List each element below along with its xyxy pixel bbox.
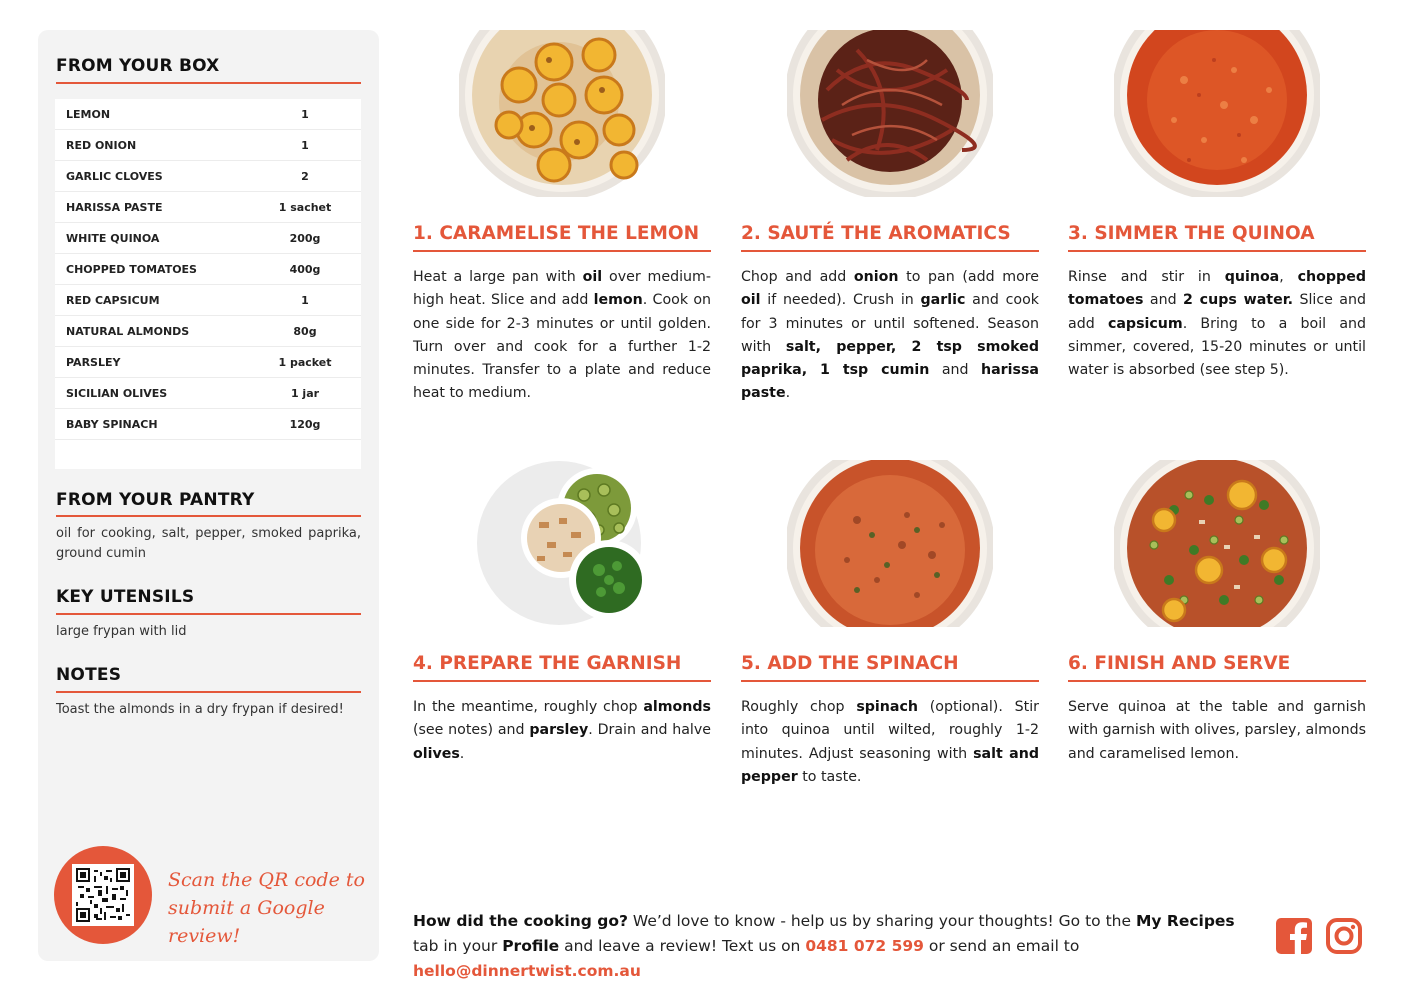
scan-caption-line: Scan the QR code to: [168, 869, 365, 891]
step-4-image: [459, 460, 665, 627]
step-5-image: [787, 460, 993, 627]
ingredient-qty: 1: [301, 107, 309, 121]
box-ingredients-table: [55, 99, 361, 469]
step-3-image: [1114, 30, 1320, 197]
step-1-image: [459, 30, 665, 197]
divider: [56, 691, 361, 693]
ingredient-row: [55, 409, 361, 440]
ingredient-name: NATURAL ALMONDS: [66, 324, 190, 338]
qr-badge[interactable]: [54, 846, 152, 944]
divider: [56, 613, 361, 615]
utensils-text: large frypan with lid: [56, 624, 187, 639]
ingredient-name: WHITE QUINOA: [66, 231, 160, 245]
step-4-title: 4. PREPARE THE GARNISH: [413, 653, 711, 682]
ingredient-row: [55, 285, 361, 316]
ingredient-name: LEMON: [66, 107, 111, 121]
ingredient-qty: 1 sachet: [278, 200, 332, 214]
step-2-title: 2. SAUTÉ THE AROMATICS: [741, 223, 1039, 252]
review-footer: How did the cooking go? We’d love to know - help us by sharing your thoughts! Go to the My Recipes tab in your Profile and leave a review! Text us on 0481 072 599 or send an email to hello@dinnertwist.com.au: [413, 912, 1235, 980]
step-1-title: 1. CARAMELISE THE LEMON: [413, 223, 711, 252]
qr-code-icon[interactable]: [72, 864, 134, 926]
ingredient-qty: 120g: [289, 417, 321, 431]
divider: [56, 82, 361, 84]
ingredient-row: [55, 254, 361, 285]
ingredient-name: RED CAPSICUM: [66, 293, 160, 307]
ingredient-qty: 400g: [289, 262, 321, 276]
ingredient-name: GARLIC CLOVES: [66, 169, 163, 183]
ingredient-name: CHOPPED TOMATOES: [66, 262, 197, 276]
ingredient-row: [55, 378, 361, 409]
instagram-icon[interactable]: [1325, 917, 1363, 955]
box-title: FROM YOUR BOX: [56, 56, 220, 76]
step-1-text: Heat a large pan with oil over medium-high heat. Slice and add lemon. Cook on one side for 2-3 minutes or until golden. Turn over and cook for a further 1-2 minutes. Transfer to a plate and reduce heat to medium.: [413, 269, 711, 402]
ingredient-qty: 200g: [289, 231, 321, 245]
step-3-title: 3. SIMMER THE QUINOA: [1068, 223, 1366, 252]
scan-caption: [168, 866, 379, 950]
ingredient-qty: 1: [301, 138, 309, 152]
phone-link[interactable]: 0481 072 599: [805, 937, 924, 955]
utensils-title: KEY UTENSILS: [56, 587, 195, 607]
ingredients-sidebar: [38, 30, 379, 961]
ingredient-name: SICILIAN OLIVES: [66, 386, 168, 400]
step-2-text: Chop and add onion to pan (add more oil if needed). Crush in garlic and cook for 3 minutes or until softened. Season with salt, pepper, 2 tsp smoked paprika, 1 tsp cumin and harissa paste.: [741, 269, 1039, 402]
ingredient-name: PARSLEY: [66, 355, 121, 369]
pantry-title: FROM YOUR PANTRY: [56, 490, 255, 510]
facebook-icon[interactable]: [1275, 917, 1313, 955]
pantry-text: oil for cooking, salt, pepper, smoked paprika, ground cumin: [56, 526, 361, 561]
ingredient-qty: 1: [301, 293, 309, 307]
ingredient-qty: 2: [301, 169, 309, 183]
ingredient-row: [55, 223, 361, 254]
step-4-text: In the meantime, roughly chop almonds (see notes) and parsley. Drain and halve olives.: [413, 699, 711, 762]
step-2-image: [787, 30, 993, 197]
ingredient-row: [55, 161, 361, 192]
ingredient-name: RED ONION: [66, 138, 137, 152]
step-5-title: 5. ADD THE SPINACH: [741, 653, 1039, 682]
step-5-text: Roughly chop spinach (optional). Stir into quinoa until wilted, roughly 1-2 minutes. Adjust seasoning with salt and pepper to taste.: [741, 699, 1040, 785]
ingredient-qty: 80g: [293, 324, 317, 338]
ingredient-row: [55, 99, 361, 130]
step-3-text: Rinse and stir in quinoa, chopped tomatoes and 2 cups water. Slice and add capsicum. Bring to a boil and simmer, covered, 15-20 minutes or until water is absorbed (see step 5).: [1068, 269, 1367, 379]
scan-caption-line: submit a Google review!: [168, 897, 325, 947]
step-6-text: Serve quinoa at the table and garnish with garnish with olives, parsley, almonds and caramelised lemon.: [1068, 699, 1366, 762]
ingredient-qty: 1 jar: [290, 386, 320, 400]
email-link[interactable]: hello@dinnertwist.com.au: [413, 962, 641, 980]
divider: [56, 515, 361, 517]
notes-text: Toast the almonds in a dry frypan if desired!: [56, 702, 344, 717]
notes-title: NOTES: [56, 665, 122, 685]
ingredient-row: [55, 192, 361, 223]
ingredient-row: [55, 130, 361, 161]
ingredient-row: [55, 347, 361, 378]
ingredient-qty: 1 packet: [278, 355, 332, 369]
ingredient-row: [55, 316, 361, 347]
step-6-title: 6. FINISH AND SERVE: [1068, 653, 1366, 682]
step-6-image: [1114, 460, 1320, 627]
ingredient-name: BABY SPINACH: [66, 417, 158, 431]
ingredient-name: HARISSA PASTE: [66, 200, 163, 214]
